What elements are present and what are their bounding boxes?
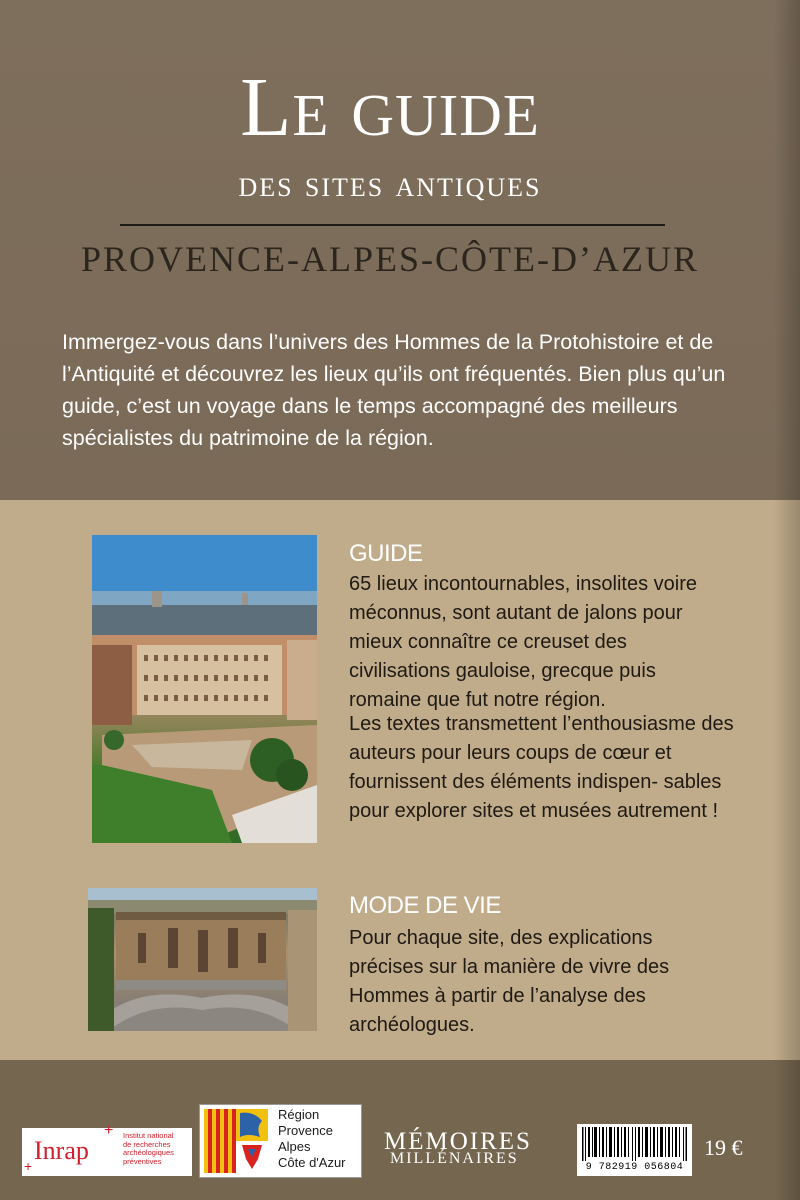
inrap-plus-icon: + [24,1158,33,1174]
price-label: 19 € [704,1135,743,1160]
aerial-city-illustration [92,535,317,843]
inrap-line: préventives [123,1156,162,1166]
inrap-line: archéologiques [123,1148,174,1157]
inrap-plus-icon: + [104,1122,114,1139]
region-paca-logo [199,1104,362,1178]
inrap-description [123,1132,191,1166]
region-line: Alpes [278,1139,311,1154]
section-title-guide: GUIDE [349,540,423,567]
isbn-barcode [577,1124,692,1176]
roman-theatre-illustration [88,888,317,1031]
section-title-mode-de-vie: MODE DE VIE [349,892,501,919]
title-divider [120,224,665,226]
region-line: Côte d'Azur [278,1155,346,1170]
inrap-line: Institut national [123,1131,174,1140]
memoires-millenaires-logo [378,1128,558,1176]
region-heading: PROVENCE-ALPES-CÔTE-D’AZUR [81,239,699,279]
book-title: Le guide [240,61,540,154]
inrap-logo [22,1122,192,1176]
region-line: Provence [278,1123,333,1138]
isbn-number: 9 782919 056804 [585,1162,684,1173]
intro-paragraph: Immergez-vous dans l’univers des Hommes de la Protohistoire et de l’Antiquité et découvrez les lieux qu’ils ont fréquentés. Bien plus qu’un guide, c’est un voyage dans le temps accompagné des meilleurs spécialistes du patrimoine de la région. [62,330,726,450]
section-guide-paragraph-1: 65 lieux incontournables, insolites voire méconnus, sont autant de jalons pour mieux connaître ce creuset des civilisations gauloise, grecque puis romaine que fut notre région. [349,573,697,711]
roman-theatre-photo [88,888,317,1031]
region-crest-icon [204,1109,268,1173]
region-line: Région [278,1107,320,1122]
publisher-name-line1: MÉMOIRES [384,1128,532,1155]
book-subtitle: des sites antiques [238,164,542,205]
publisher-name-line2: MILLÉNAIRES [390,1150,519,1167]
section-guide-paragraph-2: Les textes transmettent l’enthousiasme des auteurs pour leurs coups de cœur et fournissent des éléments indispen- sables pour explorer sites et musées autrement ! [349,713,734,822]
region-name [278,1107,346,1171]
inrap-wordmark: Inrap [34,1136,89,1165]
inrap-line: de recherches [123,1139,171,1149]
section-mode-de-vie-paragraph: Pour chaque site, des explications précises sur la manière de vivre des Hommes à partir de l’analyse des archéologues. [349,927,670,1036]
barcode-bars [582,1127,687,1161]
aerial-city-photo [92,535,317,843]
